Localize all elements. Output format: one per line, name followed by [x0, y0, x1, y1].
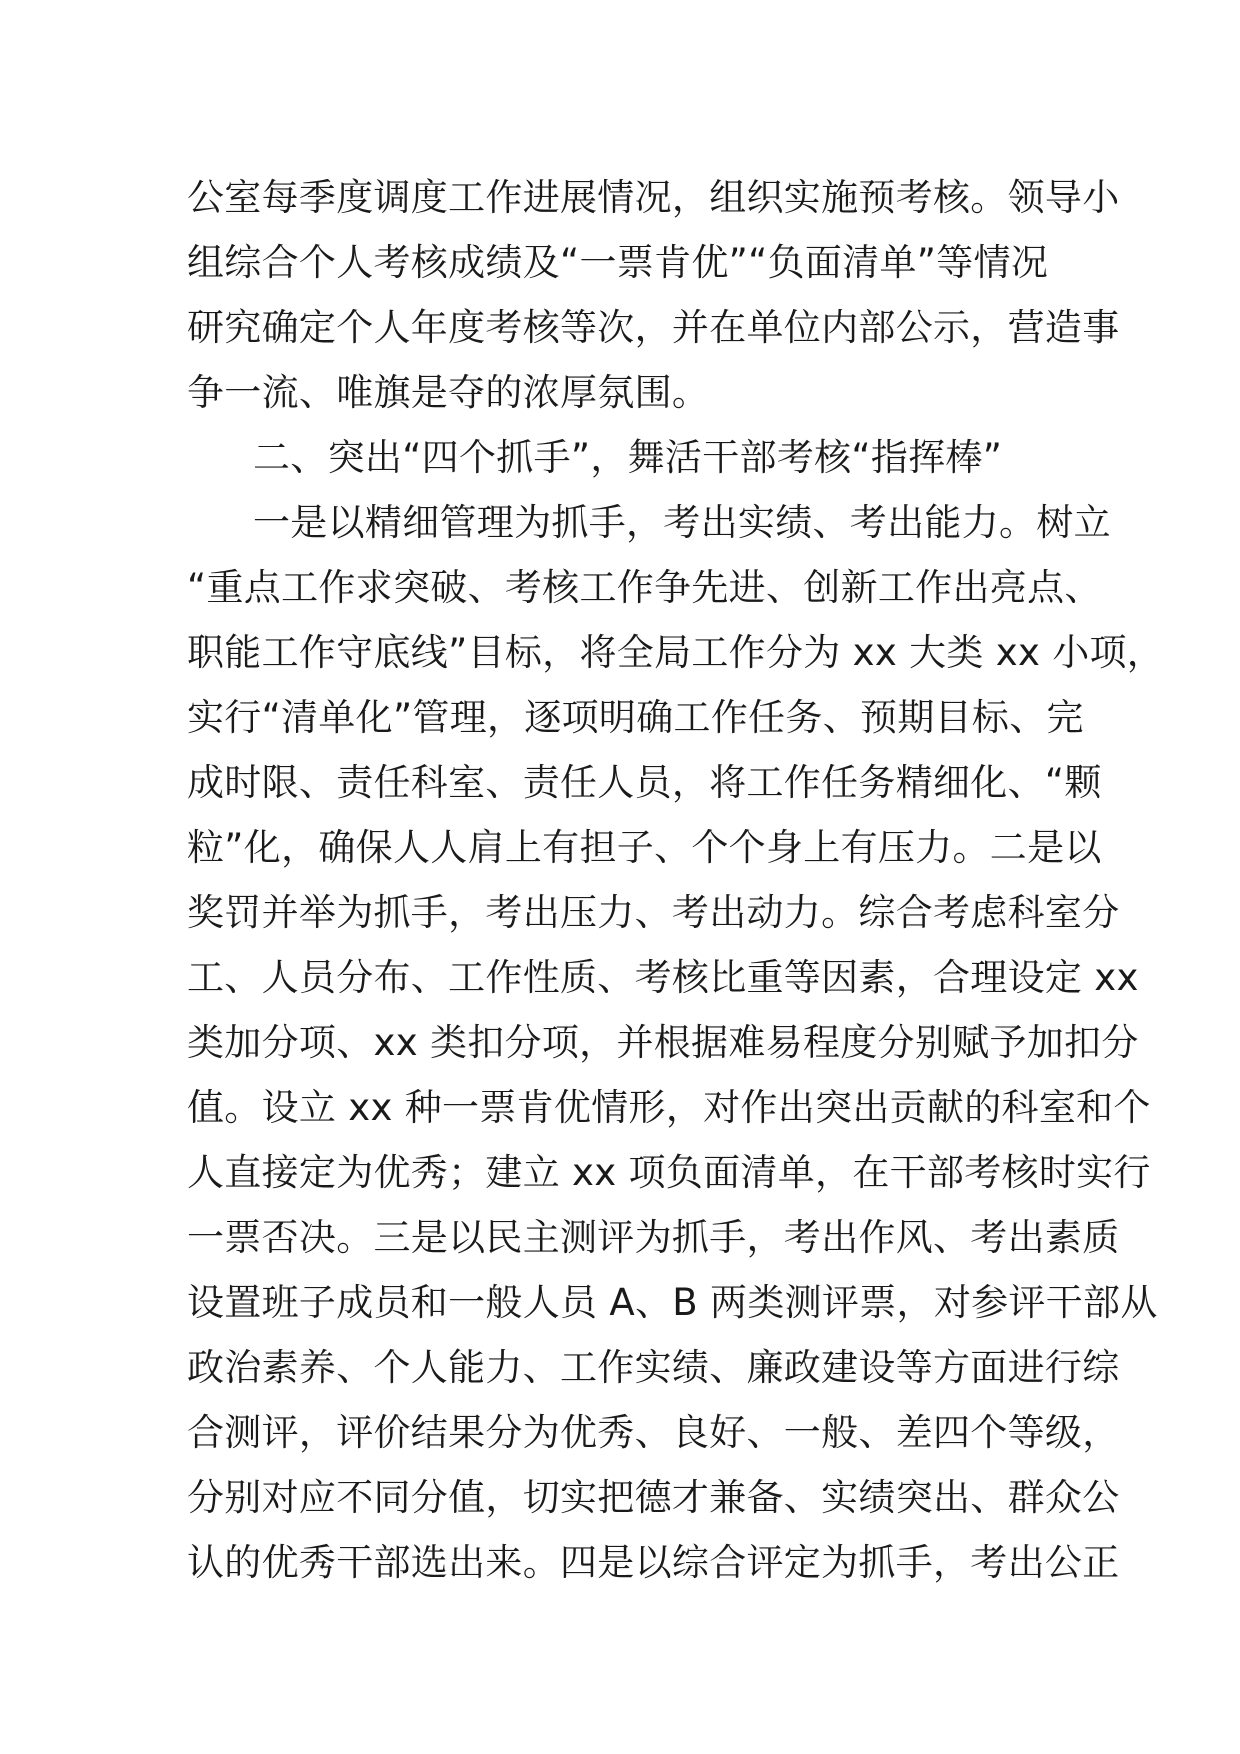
text-line: 认的优秀干部选出来。四是以综合评定为抓手，考出公正 [187, 1541, 1120, 1584]
text-line: 职能工作守底线”目标，将全局工作分为 xx 大类 xx 小项， [187, 631, 1165, 674]
text-line: 一票否决。三是以民主测评为抓手，考出作风、考出素质 [187, 1216, 1120, 1259]
text-line: “重点工作求突破、考核工作争先进、创新工作出亮点、 [187, 566, 1102, 609]
text-line: 研究确定个人年度考核等次，并在单位内部公示，营造事 [187, 306, 1120, 349]
paragraph-first-line: 一是以精细管理为抓手，考出实绩、考出能力。树立 [253, 501, 1111, 544]
text-line: 粒”化，确保人人肩上有担子、个个身上有压力。二是以 [187, 826, 1102, 869]
text-line: 合测评，评价结果分为优秀、良好、一般、差四个等级， [187, 1411, 1120, 1454]
text-line: 分别对应不同分值，切实把德才兼备、实绩突出、群众公 [187, 1476, 1120, 1519]
text-line: 争一流、唯旗是夺的浓厚氛围。 [187, 371, 710, 414]
section-heading: 二、突出“四个抓手”，舞活干部考核“指挥棒” [253, 436, 1003, 479]
text-line: 政治素养、个人能力、工作实绩、廉政建设等方面进行综 [187, 1346, 1120, 1389]
text-line: 奖罚并举为抓手，考出压力、考出动力。综合考虑科室分 [187, 891, 1120, 934]
text-line: 工、人员分布、工作性质、考核比重等因素，合理设定 xx [187, 956, 1139, 999]
text-line: 公室每季度调度工作进展情况，组织实施预考核。领导小 [187, 176, 1120, 219]
document-body [187, 165, 1165, 1595]
text-line: 人直接定为优秀；建立 xx 项负面清单，在干部考核时实行 [187, 1151, 1151, 1194]
text-line: 实行“清单化”管理，逐项明确工作任务、预期目标、完 [187, 696, 1084, 739]
text-line: 组综合个人考核成绩及“一票肯优”“负面清单”等情况 [187, 241, 1049, 284]
text-line: 成时限、责任科室、责任人员，将工作任务精细化、“颗 [187, 761, 1102, 804]
text-line: 类加分项、xx 类扣分项，并根据难易程度分别赋予加扣分 [187, 1021, 1139, 1064]
text-line: 值。设立 xx 种一票肯优情形，对作出突出贡献的科室和个 [187, 1086, 1151, 1129]
text-line: 设置班子成员和一般人员 A、B 两类测评票，对参评干部从 [187, 1281, 1158, 1324]
